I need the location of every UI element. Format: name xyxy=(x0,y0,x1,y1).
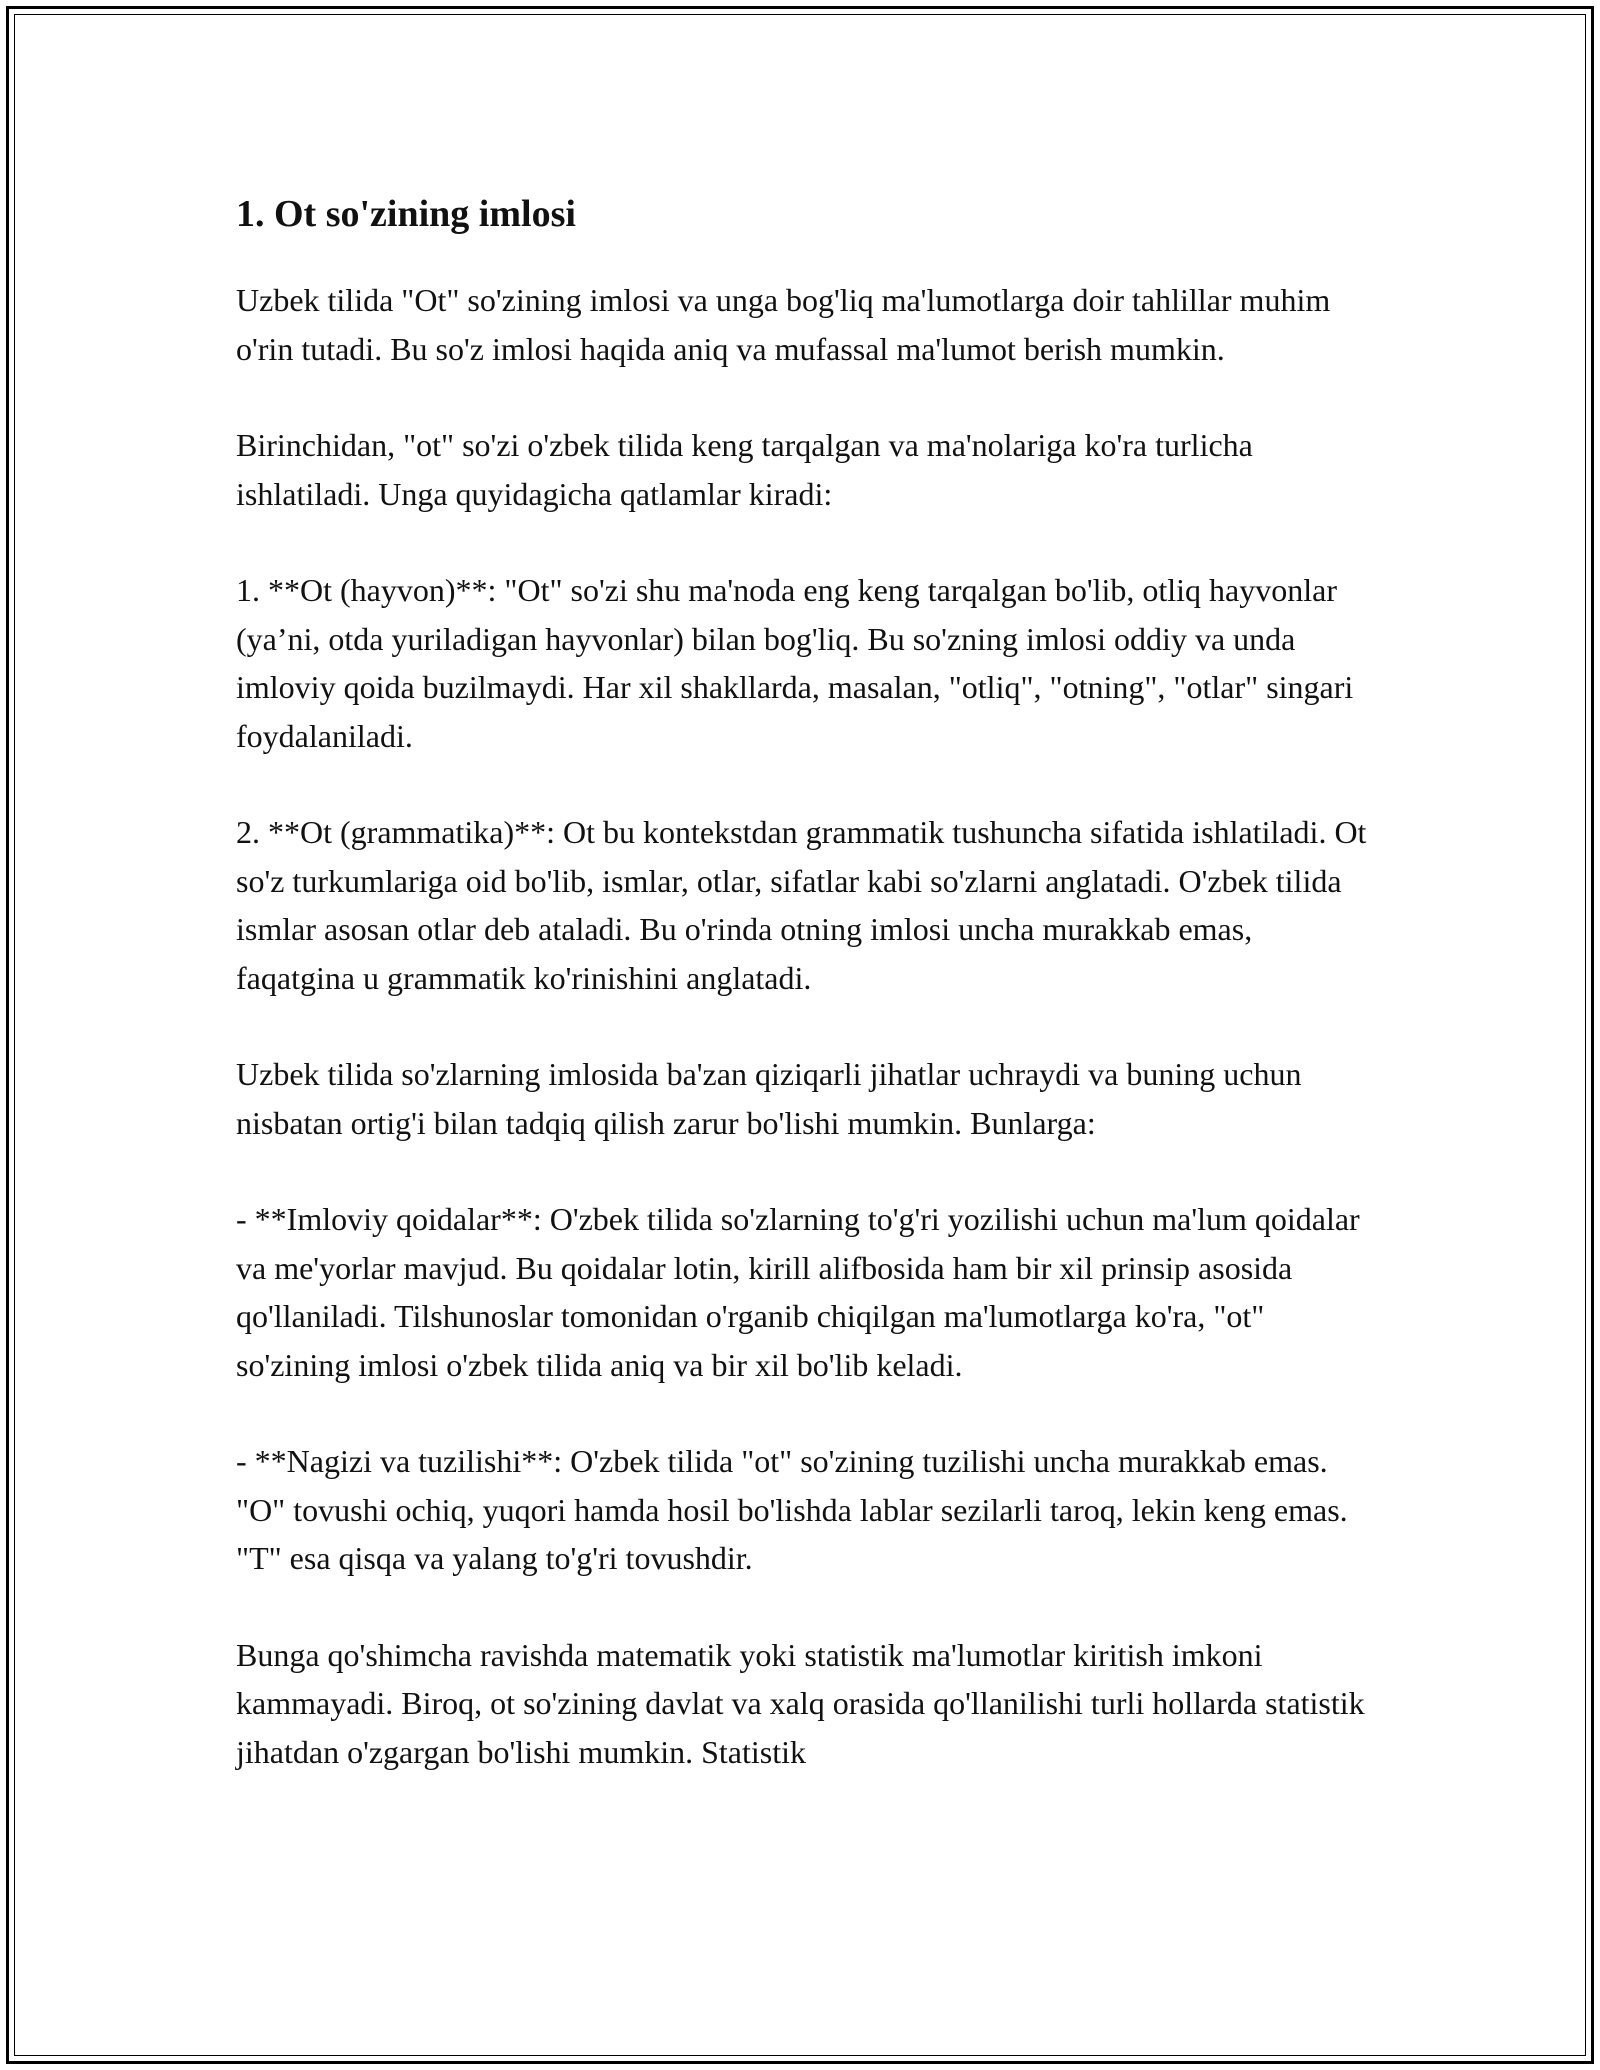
paragraph-first-point: Birinchidan, "ot" so'zi o'zbek tilida keng tarqalgan va ma'nolariga ko'ra turlicha ishlatiladi. Unga quyidagicha qatlamlar kiradi: xyxy=(236,427,1253,512)
paragraph-interesting-aspects: Uzbek tilida so'zlarning imlosida ba'zan qiziqarli jihatlar uchraydi va buning uchun nisbatan ortig'i bilan tadqiq qilish zarur bo'lishi mumkin. Bunlarga: xyxy=(236,1056,1302,1141)
paragraph-ot-hayvon: 1. **Ot (hayvon)**: "Ot" so'zi shu ma'noda eng keng tarqalgan bo'lib, otliq hayvonlar (ya’ni, otda yuriladigan hayvonlar) bilan bog'liq. Bu so'zning imlosi oddiy va unda imloviy qoida buzilmaydi. Har xil shakllarda, masalan, "otliq", "otning", "otlar" singari foydalaniladi. xyxy=(236,572,1354,754)
paragraph-imloviy-qoidalar: - **Imloviy qoidalar**: O'zbek tilida so'zlarning to'g'ri yozilishi uchun ma'lum qoidalar va me'yorlar mavjud. Bu qoidalar lotin, kirill alifbosida ham bir xil prinsip asosida qo'llaniladi. Tilshunoslar tomonidan o'rganib chiqilgan ma'lumotlarga ko'ra, "ot" so'zining imlosi o'zbek tilida aniq va bir xil bo'lib keladi. xyxy=(236,1201,1360,1383)
paragraph-ot-grammatika: 2. **Ot (grammatika)**: Ot bu kontekstdan grammatik tushuncha sifatida ishlatiladi. Ot so'z turkumlariga oid bo'lib, ismlar, otlar, sifatlar kabi so'zlarni anglatadi. O'zbek tilida ismlar asosan otlar deb ataladi. Bu o'rinda otning imlosi uncha murakkab emas, faqatgina u grammatik ko'rinishini anglatadi. xyxy=(236,814,1367,996)
document-body xyxy=(236,182,1376,1824)
page-title: 1. Ot so'zining imlosi xyxy=(236,193,576,235)
paragraph-nagizi-tuzilishi: - **Nagizi va tuzilishi**: O'zbek tilida "ot" so'zining tuzilishi uncha murakkab emas. "O" tovushi ochiq, yuqori hamda hosil bo'lishda lablar sezilarli taroq, lekin keng emas. "T" esa qisqa va yalang to'g'ri tovushdir. xyxy=(236,1443,1348,1576)
paragraph-statistics: Bunga qo'shimcha ravishda matematik yoki statistik ma'lumotlar kiritish imkoni kammayadi. Biroq, ot so'zining davlat va xalq orasida qo'llanilishi turli hollarda statistik jihatdan o'zgargan bo'lishi mumkin. Statistik xyxy=(236,1636,1365,1770)
paragraph-intro: Uzbek tilida "Ot" so'zining imlosi va unga bog'liq ma'lumotlarga doir tahlillar muhim o'rin tutadi. Bu so'z imlosi haqida aniq va mufassal ma'lumot berish mumkin. xyxy=(236,282,1331,367)
